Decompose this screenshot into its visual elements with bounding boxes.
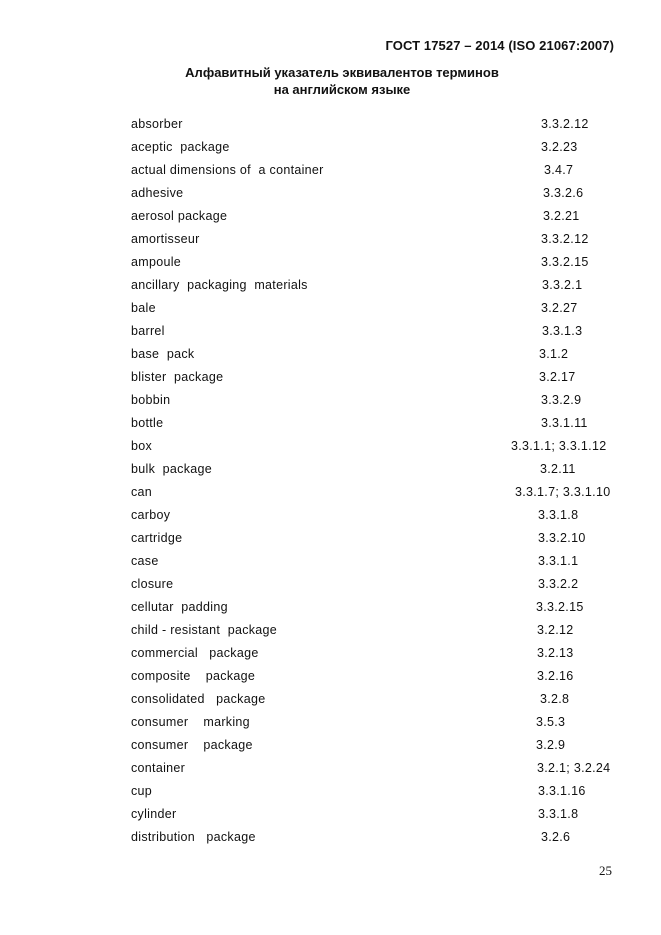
entry-reference: 3.5.3 [536, 715, 566, 729]
index-entry [131, 160, 631, 183]
entry-term: aceptic package [131, 140, 230, 154]
entry-term: base pack [131, 347, 195, 361]
page-number: 25 [599, 863, 612, 878]
index-entry [131, 413, 631, 436]
entry-term: absorber [131, 117, 183, 131]
index-entry [131, 643, 631, 666]
entry-reference: 3.2.17 [539, 370, 576, 384]
entry-term: cup [131, 784, 153, 798]
entry-term: cylinder [131, 807, 177, 821]
index-entry [131, 781, 631, 804]
entry-reference: 3.2.21 [543, 209, 580, 223]
entry-term: consolidated package [131, 692, 266, 706]
index-entry [131, 804, 631, 827]
index-entry [131, 597, 631, 620]
entry-term: aerosol package [131, 209, 228, 223]
entry-reference: 3.3.1.8 [538, 508, 579, 522]
index-entry [131, 298, 631, 321]
entry-term: cartridge [131, 531, 183, 545]
entry-term: distribution package [131, 830, 256, 844]
entry-term: barrel [131, 324, 165, 338]
index-entry [131, 344, 631, 367]
entry-term: adhesive [131, 186, 184, 200]
entry-reference: 3.3.2.12 [541, 232, 589, 246]
entry-reference: 3.3.1.7; 3.3.1.10 [515, 485, 611, 499]
entry-reference: 3.2.16 [537, 669, 574, 683]
index-entry [131, 505, 631, 528]
index-entry [131, 229, 631, 252]
entry-term: child - resistant package [131, 623, 278, 637]
entry-reference: 3.2.9 [536, 738, 566, 752]
entry-term: consumer package [131, 738, 253, 752]
entry-term: ampoule [131, 255, 182, 269]
entry-term: bottle [131, 416, 164, 430]
entry-term: composite package [131, 669, 256, 683]
index-entry [131, 574, 631, 597]
index-entry [131, 689, 631, 712]
entry-reference: 3.2.8 [540, 692, 570, 706]
entry-reference: 3.1.2 [539, 347, 569, 361]
index-entry [131, 620, 631, 643]
term-index-list [131, 114, 631, 850]
index-entry [131, 551, 631, 574]
entry-term: actual dimensions of a container [131, 163, 324, 177]
index-entry [131, 137, 631, 160]
index-entry [131, 275, 631, 298]
index-title-line-1: Алфавитный указатель эквивалентов терминов [185, 65, 499, 80]
index-entry [131, 390, 631, 413]
index-entry [131, 735, 631, 758]
entry-term: container [131, 761, 186, 775]
entry-term: bulk package [131, 462, 213, 476]
entry-reference: 3.2.6 [541, 830, 571, 844]
entry-reference: 3.3.2.15 [541, 255, 589, 269]
entry-reference: 3.4.7 [544, 163, 574, 177]
entry-reference: 3.2.11 [540, 462, 576, 476]
entry-term: carboy [131, 508, 171, 522]
index-title [0, 64, 661, 98]
entry-reference: 3.2.13 [537, 646, 574, 660]
index-title-line-2: на английском языке [273, 82, 411, 97]
entry-reference: 3.3.1.16 [538, 784, 586, 798]
index-entry [131, 436, 631, 459]
entry-reference: 3.2.12 [537, 623, 574, 637]
index-entry [131, 712, 631, 735]
entry-term: bobbin [131, 393, 171, 407]
entry-reference: 3.2.27 [541, 301, 578, 315]
entry-term: cellutar padding [131, 600, 228, 614]
entry-reference: 3.2.23 [541, 140, 578, 154]
entry-term: case [131, 554, 159, 568]
entry-reference: 3.3.1.1 [538, 554, 579, 568]
entry-reference: 3.3.2.15 [536, 600, 584, 614]
index-entry [131, 482, 631, 505]
document-standard-header: ГОСТ 17527 – 2014 (ISO 21067:2007) [385, 38, 614, 53]
index-entry [131, 114, 631, 137]
entry-term: bale [131, 301, 156, 315]
entry-reference: 3.2.1; 3.2.24 [537, 761, 611, 775]
index-entry [131, 528, 631, 551]
entry-reference: 3.3.2.2 [538, 577, 579, 591]
entry-reference: 3.3.2.1 [542, 278, 583, 292]
index-entry [131, 206, 631, 229]
index-entry [131, 758, 631, 781]
index-entry [131, 666, 631, 689]
entry-reference: 3.3.2.12 [541, 117, 589, 131]
entry-term: amortisseur [131, 232, 200, 246]
index-entry [131, 252, 631, 275]
index-entry [131, 183, 631, 206]
entry-reference: 3.3.2.9 [541, 393, 582, 407]
entry-reference: 3.3.1.11 [541, 416, 588, 430]
entry-reference: 3.3.1.3 [542, 324, 583, 338]
entry-term: closure [131, 577, 174, 591]
index-entry [131, 459, 631, 482]
entry-term: box [131, 439, 153, 453]
entry-term: consumer marking [131, 715, 250, 729]
index-entry [131, 321, 631, 344]
entry-term: ancillary packaging materials [131, 278, 308, 292]
entry-reference: 3.3.2.10 [538, 531, 586, 545]
entry-term: commercial package [131, 646, 259, 660]
entry-reference: 3.3.1.8 [538, 807, 579, 821]
entry-reference: 3.3.2.6 [543, 186, 584, 200]
index-entry [131, 367, 631, 390]
entry-term: can [131, 485, 153, 499]
entry-term: blister package [131, 370, 224, 384]
index-entry [131, 827, 631, 850]
entry-reference: 3.3.1.1; 3.3.1.12 [511, 439, 607, 453]
